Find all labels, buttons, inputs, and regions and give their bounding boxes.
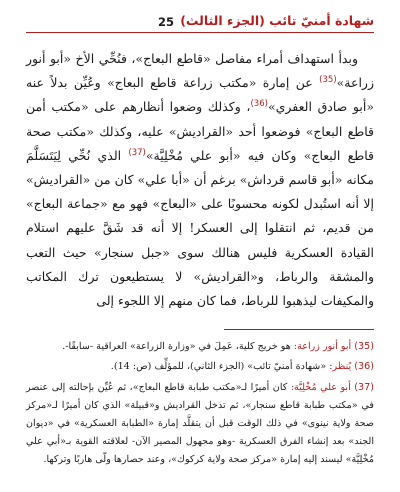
footnote-subject: أبو علي مُخْلِيَّة: bbox=[290, 381, 351, 393]
book-title: شهادة أمنيّ تائب (الجزء الثالث) bbox=[180, 13, 374, 28]
main-text bbox=[26, 47, 374, 313]
footnote-subject: يُنظر bbox=[332, 361, 352, 373]
footnote-ref-36[interactable]: (36) bbox=[250, 99, 268, 110]
text-segment-1: وبدأ استهداف أمراء مفاصل «قاطع البعاج»، فنُحِّي الأخ «أبو أنور زراعة» bbox=[26, 51, 374, 91]
footnote-36 bbox=[26, 358, 374, 376]
footnote-text: هو خريج كلية، عَمِلَ في «وزارة الزراعة» العراقية -سابقًا-. bbox=[62, 341, 294, 353]
footnote-ref-35[interactable]: (35) bbox=[319, 75, 337, 86]
text-segment-3: ، وكذلك وضعوا أنظارهم على «مكتب أمن قاطع البعاج» فوضعوا أحد «القراديش» عليه، وكذلك «مكتب صحة قاطع البعاج» وكان فيه «أبو علي مُخْلِيَّة» bbox=[26, 99, 374, 163]
footnote-subject: أبو أنور زراعة: bbox=[293, 341, 352, 353]
main-paragraph bbox=[26, 47, 374, 313]
footnote-text: كان أميرًا لـ«مكتب طبابة قاطع البعاج»، ثم عُيِّن بإحالته إلى عنصر في «مكتب طبابة قاطع سنجار»، ثم تدخل القراديش و«قبيلة» الذي كان أميرًا لـ«مركز صحة ولاية نينوى» في ذلك الوقت قبل أن يتقلَّد إمارة «الطبابة العسكرية» في «ديوان الجند» بعد إنشاء الفرق العسكرية -وهو مجهول المصير الآن- لعلاقته القوية بـ«أبي علي مُخْلِيَّة» ليسند إليه إمارة «مركز صحة ولاية كركوك»، وعند حصارها ولّى هاربًا وتركها. bbox=[26, 381, 374, 466]
footnote-divider bbox=[224, 329, 374, 330]
footnote-number: (37) bbox=[354, 381, 374, 393]
footnote-37 bbox=[26, 379, 374, 470]
footnote-text: : «شهادة أمنيّ تائب» (الجزء الثاني)، للمؤلِّف (ص: 14). bbox=[110, 361, 333, 373]
text-segment-4: الذي نُحِّي لِيَتَسَلَّمَ مكانه «أبو قاسم قرداش» برغم أن «أبا علي» كان من «القراديش» إلا أنه استُبدل لكونه محسوبًا على «البعاج» فهو مع «جماعة البعاج» من قديم، ثم انتقلوا إلى العسكر! إلا أنه قد شَقَّ عليهم استلام القيادة العسكرية فليس هنالك سوى «جبل سنجار» حيث التعب والمشقة والرباط، و«القراديش» لا يستطيعون ترك المكاتب والمكيفات ليذهبوا للرباط، فما كان منهم إلا اللجوء إلى bbox=[26, 147, 374, 309]
footnote-ref-37[interactable]: (37) bbox=[128, 147, 146, 158]
footnotes bbox=[26, 338, 374, 469]
text-segment-2: عن إمارة «مكتب زراعة قاطع البعاج» وعُيِّن بدلاً عنه «أبو صادق العفري» bbox=[26, 75, 374, 115]
footnote-number: (35) bbox=[354, 341, 374, 353]
page-header bbox=[26, 10, 374, 33]
footnote-35 bbox=[26, 338, 374, 356]
page-number: 25 bbox=[158, 15, 175, 29]
footnote-number: (36) bbox=[354, 361, 374, 373]
